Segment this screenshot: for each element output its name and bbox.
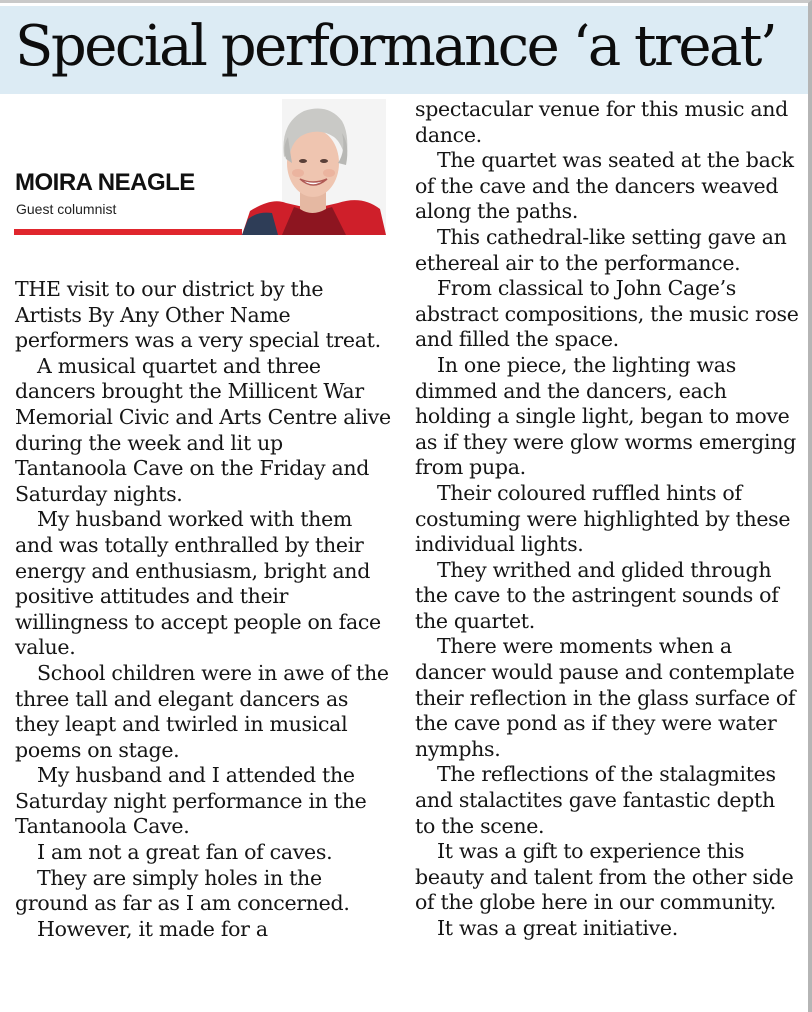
paragraph: THE visit to our district by the Artists By Any Other Name performers was a very special treat. (15, 277, 381, 353)
paragraph: My husband worked with them and was totally enthralled by their energy and enthusiasm, bright and positive attitudes and their willingness to accept people on face value. (15, 507, 381, 660)
byline-block (14, 99, 386, 241)
paragraph: The quartet was seated at the back of the cave and the dancers weaved along the paths. (415, 148, 794, 224)
paragraph: Their coloured ruffled hints of costuming were highlighted by these individual lights. (415, 480, 791, 557)
paragraph: This cathedral-like setting gave an ethereal air to the performance. (415, 224, 787, 275)
author-role: Guest columnist (16, 201, 117, 217)
paragraph: I am not a great fan of caves. (37, 840, 333, 865)
paragraph: The reflections of the stalagmites and stalactites gave fantastic depth to the scene. (415, 762, 776, 838)
headline-band (0, 6, 808, 94)
paragraph: They are simply holes in the ground as far as I am concerned. (15, 865, 350, 916)
headline: Special performance ‘a treat’ (15, 14, 776, 79)
paragraph: In one piece, the lighting was dimmed and the dancers, each holding a single light, began to move as if they were glow worms emerging from pupa. (415, 352, 796, 480)
paragraph: My husband and I attended the Saturday night performance in the Tantanoola Cave. (15, 763, 367, 839)
article-column-left (15, 277, 395, 942)
author-photo (242, 99, 386, 235)
paragraph: A musical quartet and three dancers brought the Millicent War Memorial Civic and Arts Centre alive during the week and lit up Tantanoola Cave on the Friday and Saturday nights. (15, 353, 391, 506)
article-column-right (415, 97, 800, 942)
paragraph: There were moments when a dancer would pause and contemplate their reflection in the glass surface of the cave pond as if they were water nymphs. (415, 634, 796, 761)
paragraph: spectacular venue for this music and dance. (415, 97, 789, 147)
paragraph: It was a gift to experience this beauty and talent from the other side of the globe here in our community. (415, 839, 794, 915)
paragraph: It was a great initiative. (437, 916, 678, 940)
paragraph: They writhed and glided through the cave to the astringent sounds of the quartet. (415, 557, 779, 633)
paragraph: From classical to John Cage’s abstract compositions, the music rose and filled the space. (415, 276, 799, 352)
paragraph: School children were in awe of the three tall and elegant dancers as they leapt and twirled in musical poems on stage. (15, 660, 389, 762)
paragraph: However, it made for a (37, 916, 268, 941)
author-name: MOIRA NEAGLE (15, 169, 195, 196)
